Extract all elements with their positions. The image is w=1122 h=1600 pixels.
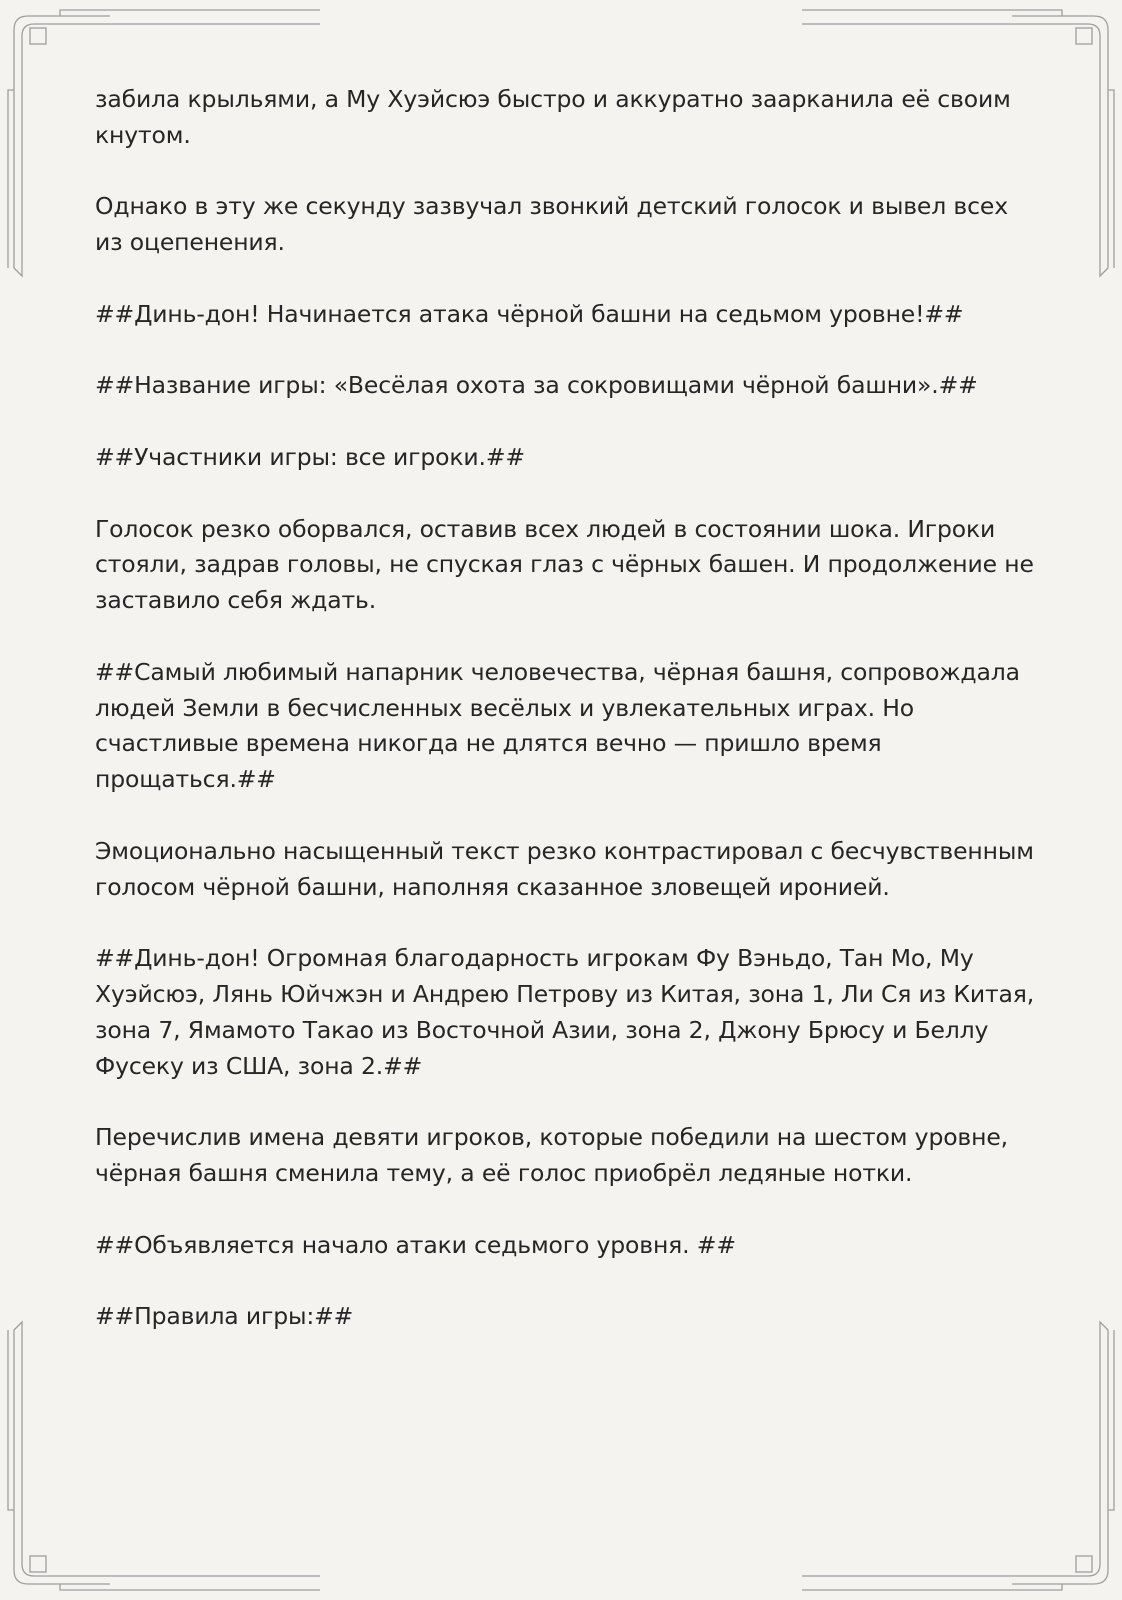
paragraph-6: Голосок резко оборвался, оставив всех людей в состоянии шока. Игроки стояли, задрав головы, не спуская глаз с чёрных башен. И продолжение не заставило себя ждать.	[95, 514, 1034, 615]
paragraph-2: Однако в эту же секунду зазвучал звонкий детский голосок и вывел всех из оцепенения.	[95, 192, 1008, 257]
paragraph-4: ##Название игры: «Весёлая охота за сокровищами чёрной башни».##	[95, 371, 978, 400]
paragraph-1: забила крыльями, а Му Хуэйсюэ быстро и аккуратно заарканила её своим кнутом.	[95, 85, 1011, 149]
paragraph-5: ##Участники игры: все игроки.##	[95, 442, 525, 471]
paragraph-8: Эмоционально насыщенный текст резко контрастировал с бесчувственным голосом чёрной башни, наполняя сказанное зловещей иронией.	[95, 836, 1034, 901]
paragraph-10: Перечислив имена девяти игроков, которые победили на шестом уровне, чёрная башня сменила тему, а её голос приобрёл ледяные нотки.	[95, 1123, 1008, 1187]
paragraph-12: ##Правила игры:##	[95, 1302, 354, 1331]
paragraph-7: ##Самый любимый напарник человечества, чёрная башня, сопровождала людей Земли в бесчисленных весёлых и увлекательных играх. Но счастливые времена никогда не длятся вечно — пришло время прощаться.##	[95, 657, 1020, 794]
paragraph-9: ##Динь-дон! Огромная благодарность игрокам Фу Вэньдо, Тан Мо, Му Хуэйсюэ, Лянь Юйчжэн и Андрею Петрову из Китая, зона 1, Ли Ся из Китая, зона 7, Ямамото Такао из Восточной Азии, зона 2, Джону Брюсу и Беллу Фусеку из США, зона 2.##	[95, 944, 1035, 1080]
paragraph-11: ##Объявляется начало атаки седьмого уровня. ##	[95, 1230, 736, 1259]
document-text-body	[95, 82, 1035, 1371]
paragraph-3: ##Динь-дон! Начинается атака чёрной башни на седьмом уровне!##	[95, 299, 964, 328]
